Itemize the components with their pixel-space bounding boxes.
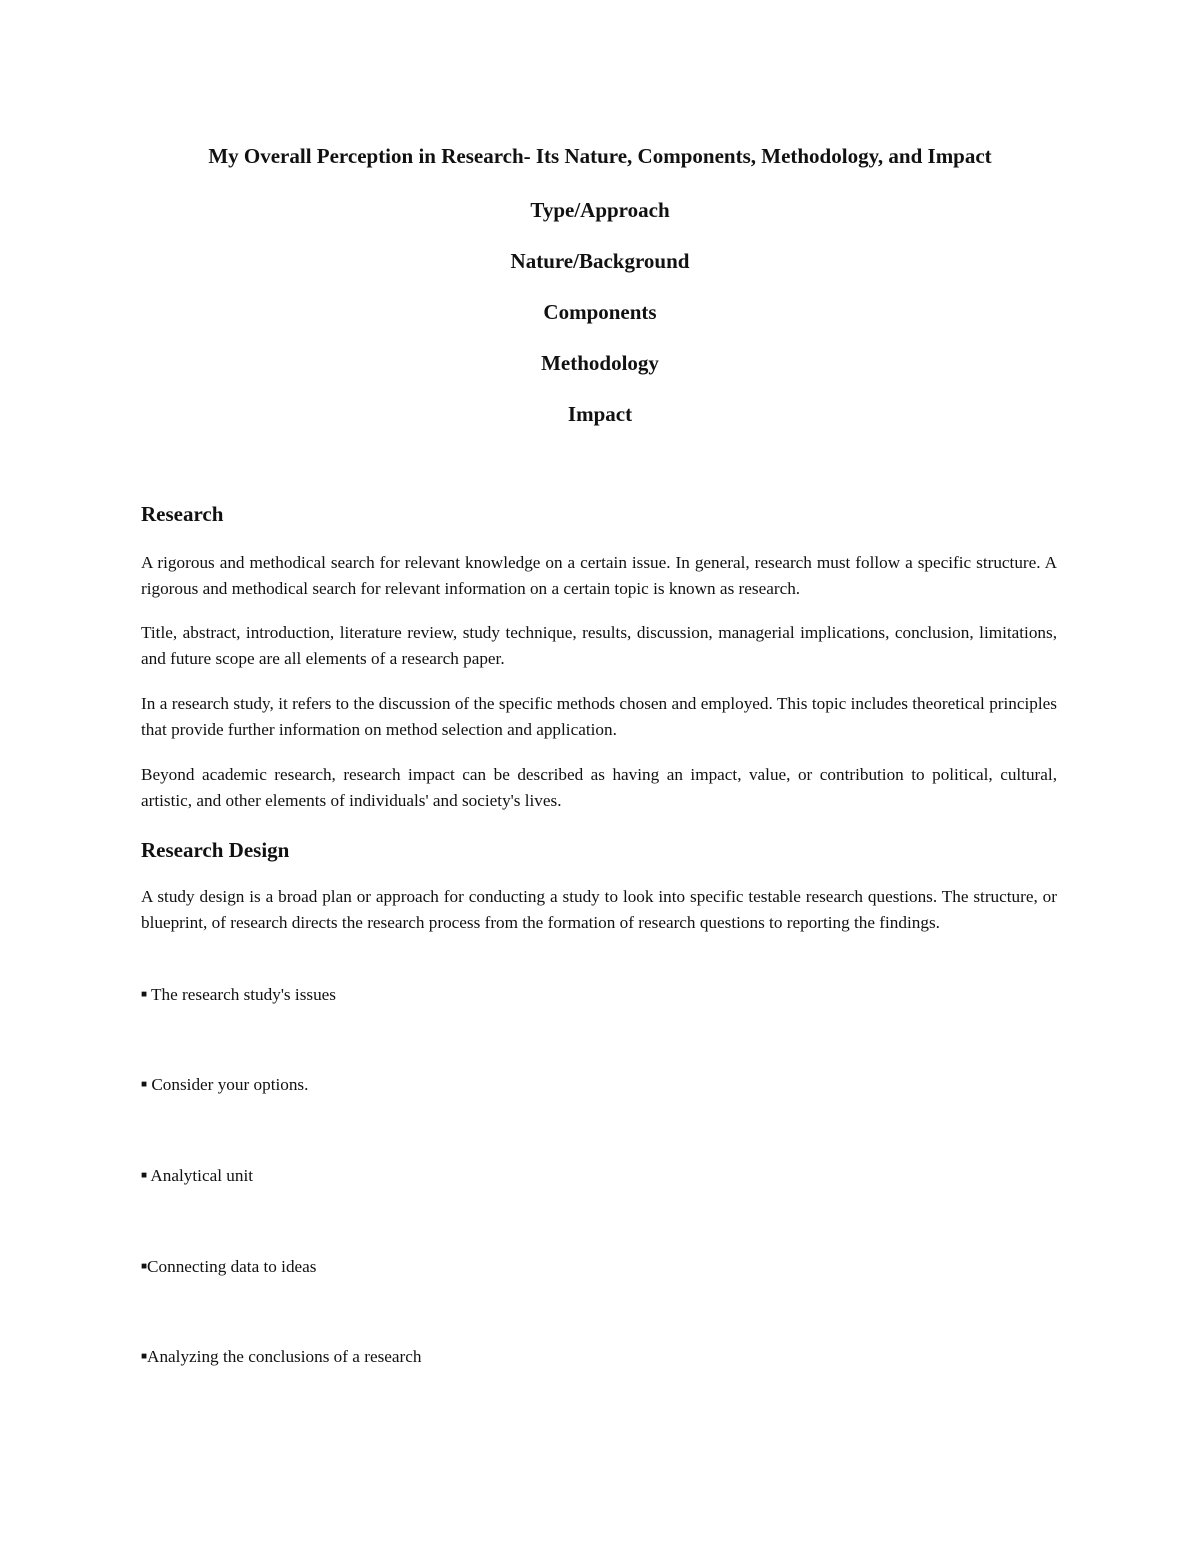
bullet-item: [141, 982, 336, 1008]
bullet-icon: ■: [141, 989, 148, 1000]
bullet-item: [141, 1344, 421, 1370]
bullet-text: Analytical unit: [147, 1166, 254, 1185]
bullet-item: [141, 1254, 317, 1280]
research-paragraph-2: Title, abstract, introduction, literature review, study technique, results, discussion, managerial implications, conclusion, limitations, and future scope are all elements of a research paper.: [141, 623, 1057, 668]
section-heading-research-design: Research Design: [141, 838, 290, 862]
bullet-text: Analyzing the conclusions of a research: [147, 1347, 422, 1366]
outline-item-methodology: Methodology: [541, 351, 659, 375]
bullet-item: [141, 1163, 253, 1189]
research-paragraph-1: A rigorous and methodical search for relevant knowledge on a certain issue. In general, research must follow a specific structure. A rigorous and methodical search for relevant information on a certain topic is known as research.: [141, 553, 1057, 598]
document-title: My Overall Perception in Research- Its Nature, Components, Methodology, and Impact: [208, 144, 992, 168]
bullet-icon: ■: [141, 1170, 148, 1181]
research-paragraph-4: Beyond academic research, research impact can be described as having an impact, value, or contribution to political, cultural, artistic, and other elements of individuals' and society's lives.: [141, 765, 1057, 810]
bullet-icon: ■: [141, 1261, 148, 1272]
outline-item-components: Components: [543, 300, 657, 324]
outline-item-impact: Impact: [567, 402, 633, 426]
bullet-text: Connecting data to ideas: [147, 1257, 317, 1276]
research-paragraph-3: In a research study, it refers to the discussion of the specific methods chosen and employed. This topic includes theoretical principles that provide further information on method selection and application.: [141, 694, 1057, 739]
research-design-paragraph-1: A study design is a broad plan or approach for conducting a study to look into specific testable research questions. The structure, or blueprint, of research directs the research process from the formation of research questions to reporting the findings.: [141, 887, 1057, 932]
bullet-text: The research study's issues: [147, 985, 336, 1004]
bullet-icon: ■: [141, 1351, 148, 1362]
bullet-text: Consider your options.: [147, 1075, 309, 1094]
outline-item-nature-background: Nature/Background: [510, 249, 690, 273]
outline-item-type-approach: Type/Approach: [530, 198, 670, 222]
bullet-item: [141, 1072, 308, 1098]
bullet-icon: ■: [141, 1079, 148, 1090]
section-heading-research: Research: [141, 502, 224, 526]
